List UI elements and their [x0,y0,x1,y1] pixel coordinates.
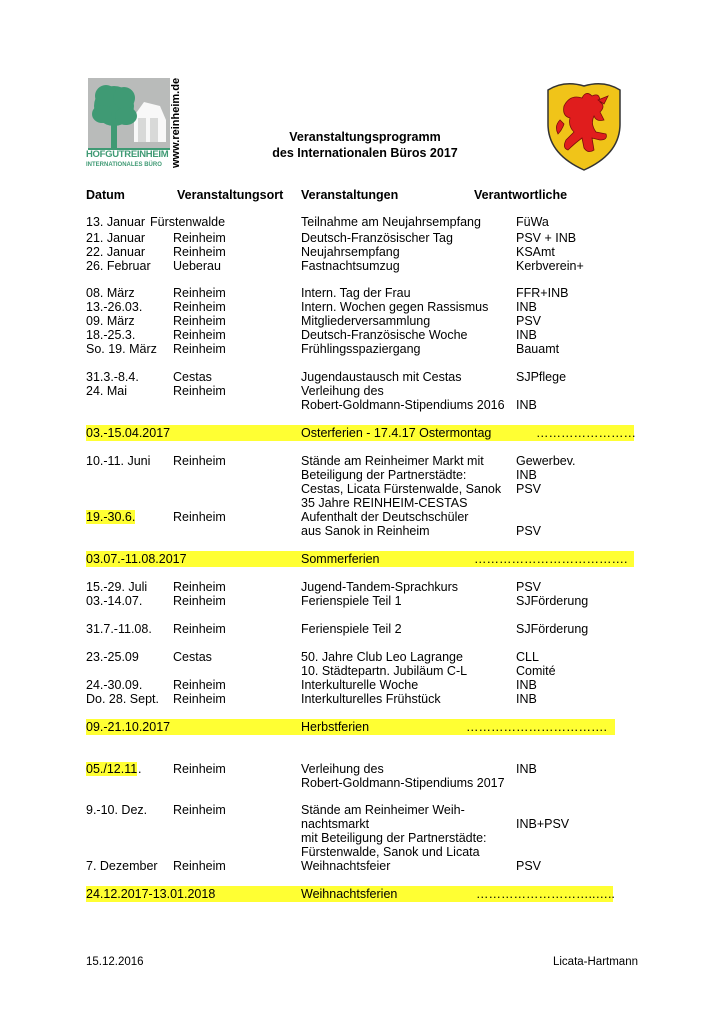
event-date: 26. Februar [86,259,151,273]
event-location: Reinheim [173,510,226,524]
event-date: 18.-25.3. [86,328,136,342]
header-veranstaltungsort: Veranstaltungsort [177,188,284,202]
event-responsible: INB [516,300,537,314]
header-veranstaltungen: Veranstaltungen [301,188,399,202]
event-date: 21. Januar [86,231,146,245]
event-responsible: SJFörderung [516,594,589,608]
event-location: Cestas [173,650,212,664]
event-responsible: SJPflege [516,370,567,384]
event-date-suffix: . [138,762,142,776]
event-location: Reinheim [173,454,226,468]
event-date: 05./12.11 [86,762,138,776]
holiday-dots: ………………………………. [474,552,628,566]
event-name: Robert-Goldmann-Stipendiums 2017 [301,776,505,790]
holiday-date: 03.-15.04.2017 [86,426,171,440]
event-name: Beteiligung der Partnerstädte: [301,468,467,482]
event-name: nachtsmarkt [301,817,370,831]
event-date: 10.-11. Juni [86,454,151,468]
event-responsible: Kerbverein+ [516,259,584,273]
event-date: 15.-29. Juli [86,580,148,594]
event-name: Neujahrsempfang [301,245,400,259]
holiday-dots: …………………… [536,426,636,440]
event-name: Fastnachtsumzug [301,259,400,273]
event-name: Deutsch-Französischer Tag [301,231,453,245]
event-name: 35 Jahre REINHEIM-CESTAS [301,496,468,510]
event-name: Verleihung des [301,762,384,776]
event-date: 9.-10. Dez. [86,803,148,817]
header-datum: Datum [86,188,125,202]
document-title-line1: Veranstaltungsprogramm [289,130,441,144]
event-location: Reinheim [173,594,226,608]
event-name: aus Sanok in Reinheim [301,524,430,538]
event-date: 13.-26.03. [86,300,143,314]
event-name: Stände am Reinheimer Weih- [301,803,465,817]
event-name: Teilnahme am Neujahrsempfang [301,215,481,229]
event-name: Interkulturelle Woche [301,678,419,692]
event-location: Ueberau [173,259,221,273]
event-responsible: PSV [516,314,542,328]
event-name: Jugend-Tandem-Sprachkurs [301,580,459,594]
event-name: Weihnachtsfeier [301,859,391,873]
event-responsible: INB [516,398,537,412]
event-name: Stände am Reinheimer Markt mit [301,454,484,468]
event-location: Reinheim [173,762,226,776]
holiday-name: Sommerferien [301,552,380,566]
holiday-name: Osterferien - 17.4.17 Ostermontag [301,426,492,440]
event-name: mit Beteiligung der Partnerstädte: [301,831,487,845]
event-location: Cestas [173,370,212,384]
event-location: Reinheim [173,803,226,817]
event-location: Reinheim [173,342,226,356]
event-responsible: INB [516,692,537,706]
event-responsible: CLL [516,650,539,664]
event-location: Reinheim [173,622,226,636]
event-date: 22. Januar [86,245,146,259]
event-location: Reinheim [173,245,226,259]
event-date: 19.-30.6. [86,510,136,524]
event-responsible: PSV [516,524,542,538]
event-location: Reinheim [173,859,226,873]
event-location: Reinheim [173,314,226,328]
event-date: 24.-30.09. [86,678,143,692]
event-responsible: INB [516,678,537,692]
event-date: Do. 28. Sept. [86,692,159,706]
event-location: Reinheim [173,580,226,594]
footer-author: Licata-Hartmann [552,956,638,968]
event-date: 03.-14.07. [86,594,143,608]
event-responsible: INB [516,762,537,776]
event-date: 7. Dezember [86,859,158,873]
event-location: Fürstenwalde [150,215,226,229]
event-date: 31.7.-11.08. [86,622,152,636]
event-name: Mitgliederversammlung [301,314,431,328]
event-date: 09. März [86,314,135,328]
coat-of-arms-icon [544,76,624,172]
event-responsible: FFR+INB [516,286,569,300]
event-location: Reinheim [173,231,226,245]
logo-url: www.reinheim.de [170,77,182,168]
event-name: Frühlingsspaziergang [301,342,421,356]
holiday-dots: ……………………………. [466,720,607,734]
event-responsible: PSV [516,482,542,496]
event-name: 50. Jahre Club Leo Lagrange [301,650,463,664]
event-responsible: Gewerbev. [516,454,576,468]
event-responsible: Comité [516,664,556,678]
event-name: Cestas, Licata Fürstenwalde, Sanok [301,482,502,496]
header-verantwortliche: Verantwortliche [474,188,568,202]
event-location: Reinheim [173,692,226,706]
holiday-dots: ………………………..….. [476,887,615,901]
event-name: Verleihung des [301,384,384,398]
holiday-name: Weihnachtsferien [301,887,398,901]
event-name: Ferienspiele Teil 2 [301,622,402,636]
event-name: Ferienspiele Teil 1 [301,594,402,608]
event-responsible: INB [516,328,537,342]
event-responsible: PSV [516,859,542,873]
event-name: 10. Städtepartn. Jubiläum C-L [301,664,468,678]
event-date: 08. März [86,286,135,300]
event-name: Interkulturelles Frühstück [301,692,441,706]
event-name: Robert-Goldmann-Stipendiums 2016 [301,398,505,412]
event-name: Intern. Tag der Frau [301,286,411,300]
event-date: So. 19. März [86,342,157,356]
holiday-date: 09.-21.10.2017 [86,720,171,734]
holiday-name: Herbstferien [301,720,370,734]
event-name: Jugendaustausch mit Cestas [301,370,462,384]
holiday-date: 03.07.-11.08.2017 [86,552,187,566]
event-date: 31.3.-8.4. [86,370,139,384]
event-responsible: INB+PSV [516,817,570,831]
event-responsible: PSV [516,580,542,594]
event-date: 13. Januar [86,215,146,229]
logo-name: HOFGUTREINHEIM [86,149,169,160]
event-responsible: PSV + INB [516,231,577,245]
event-name: Aufenthalt der Deutschschüler [301,510,469,524]
hofgut-reinheim-logo [86,76,192,176]
event-responsible: SJFörderung [516,622,589,636]
event-responsible: Bauamt [516,342,560,356]
logo-subtitle: INTERNATIONALES BÜRO [86,162,162,168]
event-responsible: INB [516,468,537,482]
event-name: Intern. Wochen gegen Rassismus [301,300,489,314]
footer-date: 15.12.2016 [86,956,144,968]
event-location: Reinheim [173,300,226,314]
event-name: Deutsch-Französische Woche [301,328,468,342]
event-location: Reinheim [173,328,226,342]
event-date: 24. Mai [86,384,127,398]
event-responsible: KSAmt [516,245,555,259]
document-title-line2: des Internationalen Büros 2017 [272,146,458,160]
event-responsible: FüWa [516,215,549,229]
event-name: Fürstenwalde, Sanok und Licata [301,845,480,859]
event-date: 23.-25.09 [86,650,139,664]
holiday-date: 24.12.2017-13.01.2018 [86,887,216,901]
event-location: Reinheim [173,286,226,300]
event-location: Reinheim [173,384,226,398]
event-location: Reinheim [173,678,226,692]
